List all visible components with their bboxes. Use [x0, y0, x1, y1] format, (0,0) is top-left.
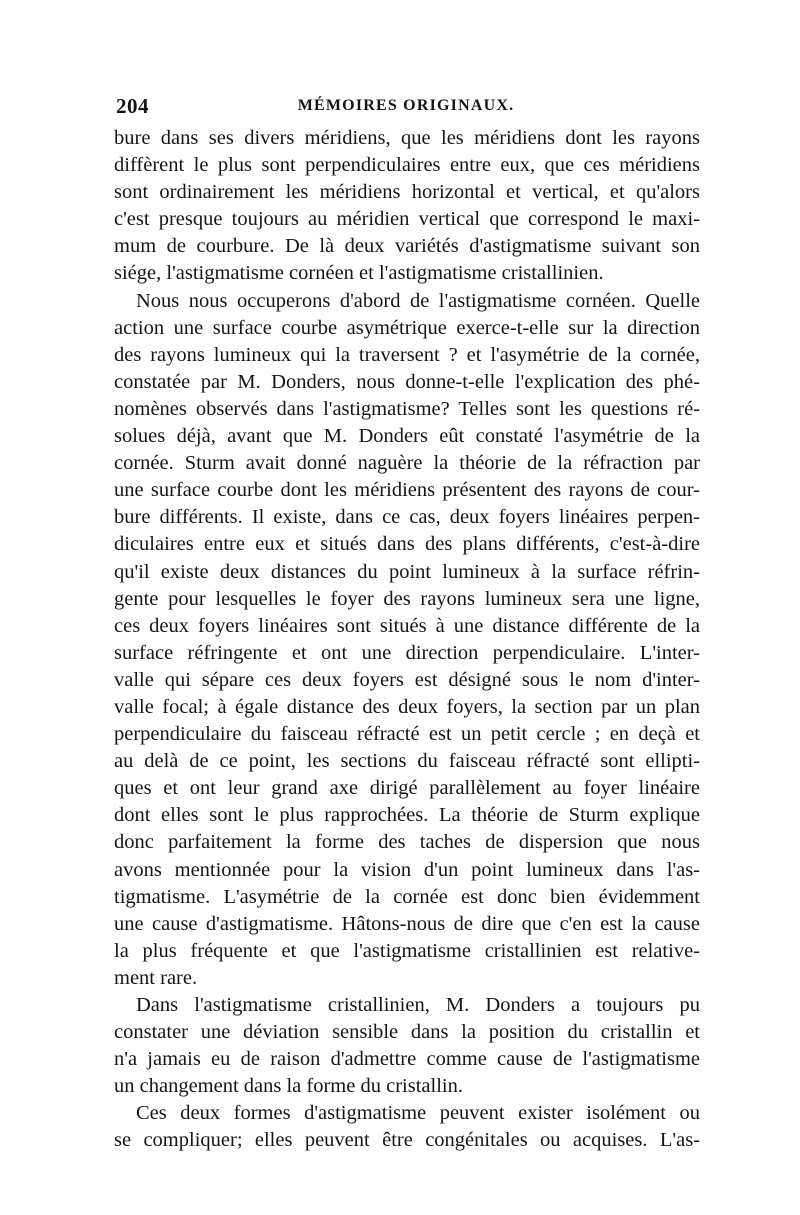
- text-line: ment rare.: [114, 966, 198, 989]
- text-line: ces deux foyers linéaires sont situés à une distance différente de la: [114, 614, 700, 637]
- text-line: une cause d'astigmatisme. Hâtons-nous de dire que c'en est la cause: [114, 912, 700, 935]
- text-line: c'est presque toujours au méridien vertical que correspond le maxi-: [114, 208, 700, 231]
- text-line: se compliquer; elles peuvent être congénitales ou acquises. L'as-: [114, 1129, 700, 1152]
- body-text: [114, 125, 700, 1155]
- text-line: valle focal; à égale distance des deux foyers, la section par un plan: [114, 695, 700, 718]
- text-line: constater une déviation sensible dans la position du cristallin et: [114, 1021, 700, 1044]
- text-line: valle qui sépare ces deux foyers est désigné sous le nom d'inter-: [114, 668, 700, 691]
- text-line: un changement dans la forme du cristallin.: [114, 1075, 463, 1098]
- text-line: cornée. Sturm avait donné naguère la théorie de la réfraction par: [114, 452, 700, 475]
- text-line: solues déjà, avant que M. Donders eût constaté l'asymétrie de la: [114, 425, 700, 448]
- text-line: Ces deux formes d'astigmatisme peuvent exister isolément ou: [136, 1102, 700, 1125]
- text-line: dont elles sont le plus rapprochées. La théorie de Sturm explique: [114, 804, 700, 827]
- text-line: tigmatisme. L'asymétrie de la cornée est donc bien évidemment: [114, 885, 700, 908]
- text-line: une surface courbe dont les méridiens présentent des rayons de cour-: [114, 479, 700, 502]
- text-line: diculaires entre eux et situés dans des plans différents, c'est-à-dire: [114, 533, 700, 556]
- text-line: constatée par M. Donders, nous donne-t-elle l'explication des phé-: [114, 370, 700, 393]
- running-head: MÉMOIRES ORIGINAUX.: [297, 97, 515, 114]
- text-line: mum de courbure. De là deux variétés d'astigmatisme suivant son: [114, 235, 700, 258]
- text-line: surface réfringente et ont une direction perpendiculaire. L'inter-: [114, 641, 700, 664]
- page-header: [116, 94, 696, 122]
- text-line: donc parfaitement la forme des taches de dispersion que nous: [114, 831, 700, 854]
- text-line: qu'il existe deux distances du point lumineux à la surface réfrin-: [114, 560, 700, 583]
- text-line: bure différents. Il existe, dans ce cas, deux foyers linéaires perpen-: [114, 506, 700, 529]
- text-line: diffèrent le plus sont perpendiculaires entre eux, que ces méridiens: [114, 154, 700, 177]
- page-number: 204: [116, 94, 149, 118]
- text-line: sont ordinairement les méridiens horizontal et vertical, et qu'alors: [114, 181, 700, 204]
- text-line: ques et ont leur grand axe dirigé parallèlement au foyer linéaire: [114, 777, 700, 800]
- text-line: avons mentionnée pour la vision d'un point lumineux dans l'as-: [114, 858, 700, 881]
- text-line: nomènes observés dans l'astigmatisme? Telles sont les questions ré-: [114, 397, 700, 420]
- text-line: gente pour lesquelles le foyer des rayons lumineux sera une ligne,: [114, 587, 700, 610]
- text-line: Nous nous occuperons d'abord de l'astigmatisme cornéen. Quelle: [136, 289, 700, 312]
- text-line: action une surface courbe asymétrique exerce-t-elle sur la direction: [114, 316, 700, 339]
- text-line: la plus fréquente et que l'astigmatisme cristallinien est relative-: [114, 939, 700, 962]
- text-line: bure dans ses divers méridiens, que les méridiens dont les rayons: [114, 127, 700, 149]
- text-line: siége, l'astigmatisme cornéen et l'astigmatisme cristallinien.: [114, 262, 604, 285]
- text-line: Dans l'astigmatisme cristallinien, M. Donders a toujours pu: [136, 994, 700, 1016]
- text-line: n'a jamais eu de raison d'admettre comme cause de l'astigmatisme: [114, 1048, 700, 1071]
- text-line: des rayons lumineux qui la traversent ? et l'asymétrie de la cornée,: [114, 343, 700, 366]
- text-line: perpendiculaire du faisceau réfracté est un petit cercle ; en deçà et: [114, 723, 700, 746]
- text-line: au delà de ce point, les sections du faisceau réfracté sont ellipti-: [114, 750, 700, 773]
